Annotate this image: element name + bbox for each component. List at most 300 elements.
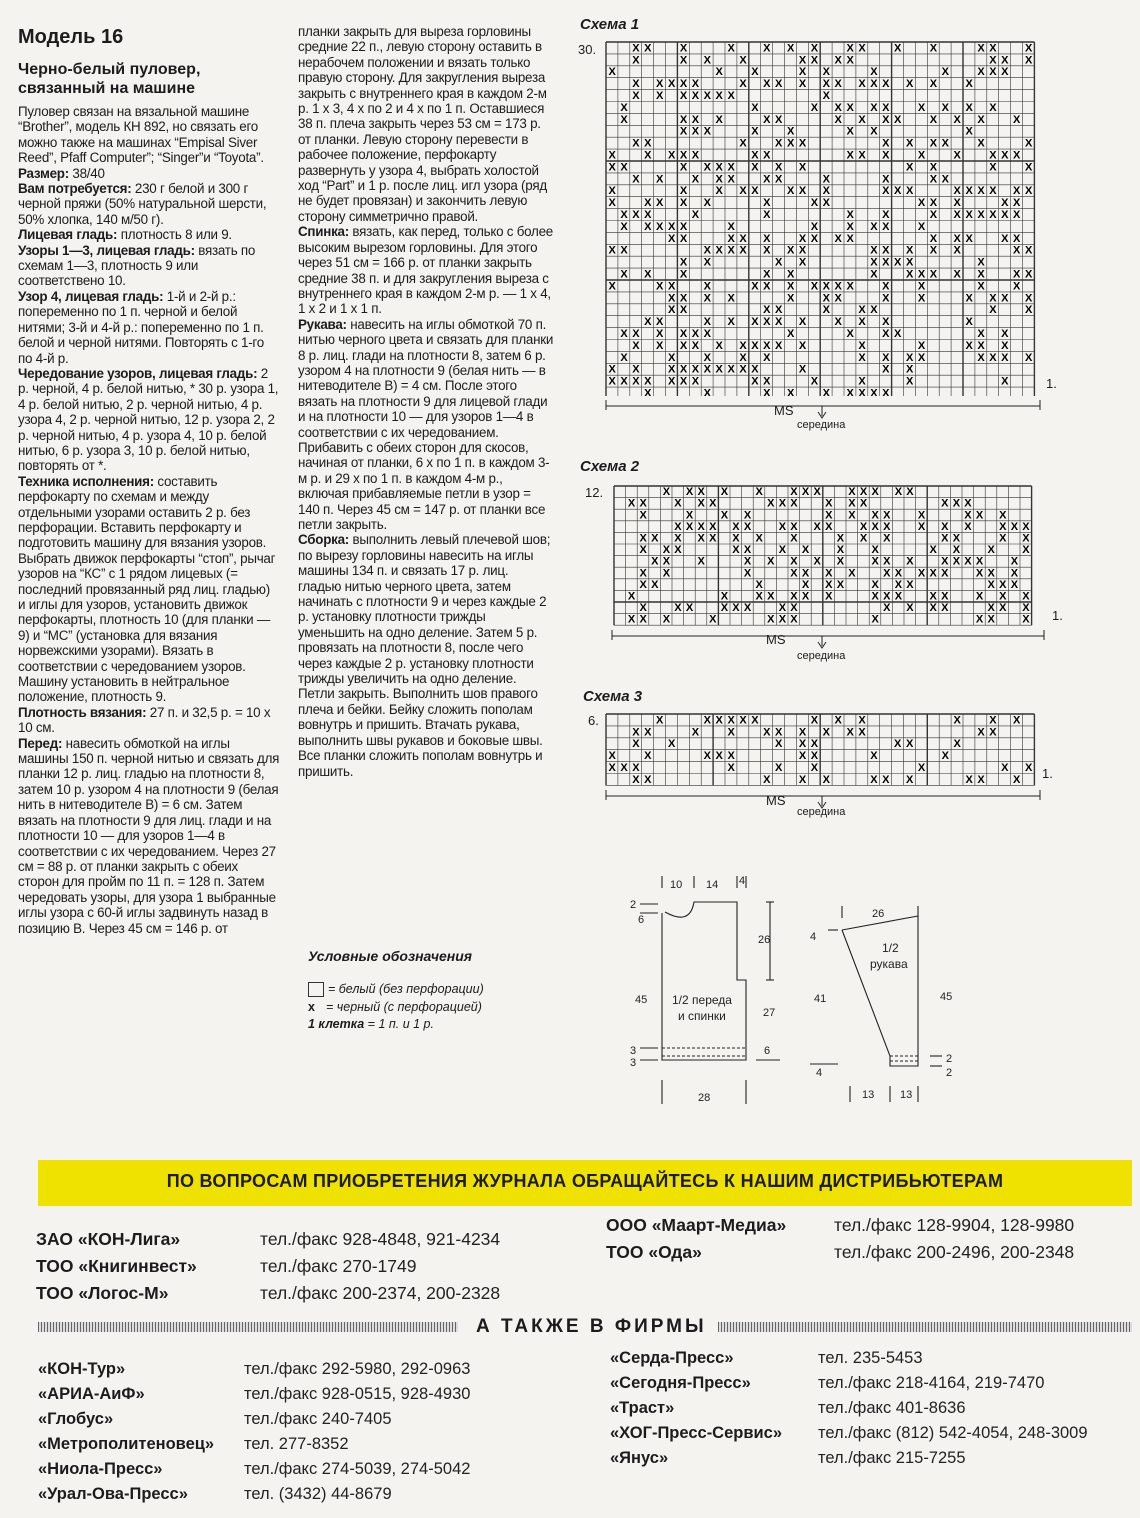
black-stitch-mark: X <box>882 220 890 233</box>
black-stitch-mark: X <box>715 113 723 126</box>
black-stitch-mark: X <box>977 773 985 786</box>
black-stitch-mark: X <box>798 185 807 198</box>
black-stitch-mark: X <box>727 173 735 186</box>
black-stitch-mark: X <box>709 532 717 545</box>
black-stitch-mark: X <box>732 520 740 533</box>
black-stitch-mark: X <box>870 125 878 138</box>
black-stitch-mark: X <box>975 590 984 603</box>
distributors-left <box>36 1226 500 1307</box>
black-stitch-mark: X <box>703 292 711 305</box>
black-stitch-mark: X <box>953 232 961 245</box>
black-stitch-mark: X <box>763 773 771 786</box>
black-stitch-mark: X <box>790 590 798 603</box>
black-stitch-mark: X <box>1013 209 1021 221</box>
black-stitch-mark: X <box>929 244 938 257</box>
black-stitch-mark: X <box>813 486 821 499</box>
black-stitch-mark: X <box>977 185 985 198</box>
black-stitch-mark: X <box>822 773 830 786</box>
black-stitch-mark: X <box>905 256 914 269</box>
black-stitch-mark: X <box>836 578 845 591</box>
black-stitch-mark: X <box>846 42 854 55</box>
black-stitch-mark: X <box>822 66 830 79</box>
black-stitch-mark: X <box>763 42 771 55</box>
black-stitch-mark: X <box>775 762 783 774</box>
black-stitch-mark: X <box>929 232 938 245</box>
black-stitch-mark: X <box>941 497 949 510</box>
black-stitch-mark: X <box>790 555 798 568</box>
black-stitch-mark: X <box>834 714 842 727</box>
black-stitch-mark: X <box>608 750 616 763</box>
firm-name: «Ниола-Пресс» <box>38 1460 163 1478</box>
black-stitch-mark: X <box>720 509 729 522</box>
black-stitch-mark: X <box>977 256 985 269</box>
black-stitch-mark: X <box>798 773 807 786</box>
black-stitch-mark: X <box>1024 268 1033 281</box>
black-stitch-mark: X <box>858 113 866 126</box>
black-stitch-mark: X <box>763 316 771 329</box>
black-stitch-mark: X <box>651 578 659 591</box>
black-stitch-mark: X <box>822 90 830 102</box>
black-stitch-mark: X <box>763 351 771 364</box>
sleeve-dim-2a: 2 <box>946 1053 953 1065</box>
black-stitch-mark: X <box>882 387 890 396</box>
black-stitch-mark: X <box>679 268 688 281</box>
col1-paragraph: Узоры 1—3, лицевая гладь: вязать по схемам 1—3, плотность 9 или соответствено 10. <box>18 242 256 289</box>
distributors-banner <box>38 1160 1132 1206</box>
black-stitch-mark: X <box>667 149 676 162</box>
scheme-2-label: Схема 2 <box>580 458 640 475</box>
black-stitch-mark: X <box>859 497 868 510</box>
black-stitch-mark: X <box>778 497 787 510</box>
sleeve-dim-13a: 13 <box>862 1089 875 1101</box>
black-stitch-mark: X <box>644 750 652 763</box>
firms-left <box>38 1357 470 1507</box>
black-stitch-mark: X <box>894 590 903 603</box>
sleeve-dim-41: 41 <box>814 993 827 1005</box>
black-stitch-mark: X <box>786 42 795 55</box>
black-stitch-mark: X <box>679 149 688 162</box>
black-stitch-mark: X <box>703 750 711 763</box>
black-stitch-mark: X <box>697 497 705 510</box>
black-stitch-mark: X <box>775 137 783 150</box>
black-stitch-mark: X <box>667 351 676 364</box>
column-1-paragraphs <box>18 104 280 936</box>
black-stitch-mark: X <box>1024 185 1033 198</box>
black-stitch-mark: X <box>825 578 833 591</box>
black-stitch-mark: X <box>739 137 747 150</box>
black-stitch-mark: X <box>917 292 926 305</box>
black-stitch-mark: X <box>639 544 647 557</box>
black-stitch-mark: X <box>1013 185 1021 198</box>
black-stitch-mark: X <box>679 339 688 352</box>
black-stitch-mark: X <box>1013 280 1021 293</box>
black-stitch-mark: X <box>989 726 997 739</box>
black-stitch-mark: X <box>801 486 810 499</box>
dim-6: 6 <box>638 914 645 926</box>
black-stitch-mark: X <box>810 762 819 774</box>
black-stitch-mark: X <box>882 78 890 91</box>
distributor-name: ООО «Маарт-Медиа» <box>606 1215 787 1235</box>
black-stitch-mark: X <box>798 161 807 174</box>
black-stitch-mark: X <box>662 486 671 499</box>
black-stitch-mark: X <box>775 256 783 269</box>
sleeve-dim-4: 4 <box>810 931 817 943</box>
black-stitch-mark: X <box>608 149 616 162</box>
black-stitch-mark: X <box>987 613 995 626</box>
black-stitch-mark: X <box>801 578 810 591</box>
black-stitch-mark: X <box>941 567 949 580</box>
black-stitch-mark: X <box>1022 602 1030 615</box>
black-stitch-mark: X <box>810 42 819 55</box>
distributor-phone: тел./факс 928-4848, 921-4234 <box>260 1229 501 1249</box>
black-stitch-mark: X <box>929 209 938 221</box>
scheme-3-top-row: 6. <box>588 713 599 728</box>
dim-neck: 10 <box>670 879 683 891</box>
black-stitch-mark: X <box>767 497 775 510</box>
black-stitch-mark: X <box>715 185 723 198</box>
hatch-left <box>38 1322 458 1332</box>
black-stitch-mark: X <box>1001 351 1009 364</box>
black-stitch-mark: X <box>739 339 747 352</box>
black-stitch-mark: X <box>810 750 819 763</box>
black-stitch-mark: X <box>1010 555 1019 568</box>
black-stitch-mark: X <box>703 90 711 102</box>
black-stitch-mark: X <box>778 544 787 557</box>
black-stitch-mark: X <box>751 363 759 376</box>
black-stitch-mark: X <box>703 256 711 269</box>
legend <box>308 948 538 1034</box>
black-stitch-mark: X <box>975 555 984 568</box>
black-stitch-mark: X <box>632 137 640 150</box>
scheme-2-ms-line <box>608 626 1053 650</box>
black-stitch-mark: X <box>1024 292 1033 305</box>
black-stitch-mark: X <box>743 509 752 522</box>
black-stitch-mark: X <box>965 125 973 138</box>
black-stitch-mark: X <box>822 304 830 317</box>
black-stitch-mark: X <box>620 220 628 233</box>
black-stitch-mark: X <box>965 209 973 221</box>
distributor-row <box>36 1253 500 1280</box>
black-stitch-mark: X <box>822 280 830 293</box>
black-stitch-mark: X <box>639 567 647 580</box>
black-stitch-mark: X <box>894 328 902 340</box>
black-stitch-mark: X <box>965 101 973 114</box>
black-stitch-mark: X <box>798 244 807 257</box>
black-stitch-mark: X <box>965 339 973 352</box>
also-bar <box>38 1318 1132 1338</box>
black-stitch-mark: X <box>917 351 926 364</box>
black-stitch-mark: X <box>989 161 997 174</box>
col1-paragraph: Лицевая гладь: плотность 8 или 9. <box>18 227 232 243</box>
black-stitch-mark: X <box>755 578 763 591</box>
black-stitch-mark: X <box>1001 232 1009 245</box>
black-stitch-mark: X <box>727 244 735 257</box>
distributor-row <box>36 1280 500 1307</box>
black-stitch-mark: X <box>691 328 700 340</box>
black-stitch-mark: X <box>882 101 890 114</box>
firm-row <box>38 1432 470 1457</box>
black-stitch-mark: X <box>679 232 688 245</box>
black-stitch-mark: X <box>870 268 878 281</box>
dim-4: 4 <box>739 875 746 887</box>
black-stitch-mark: X <box>871 613 879 626</box>
black-stitch-mark: X <box>751 161 759 174</box>
black-stitch-mark: X <box>917 101 926 114</box>
black-stitch-mark: X <box>620 351 628 364</box>
black-stitch-mark: X <box>763 173 771 186</box>
black-stitch-mark: X <box>977 351 985 364</box>
black-stitch-mark: X <box>763 339 771 352</box>
col1-paragraph: Чередование узоров, лицевая гладь: 2 р. черной, 4 р. белой нитью, * 30 р. узора 1, 4 р. белой нитью, 2 р. черной нитью, 4 р. узора 4, 2 р. черной нитью, 12 р. узора 2, 2 р. черной нитью, 4 р. узора 4, 10 р. белой нитью, 6 р. узора 3, 10 р. белой нитью, повторять от *. <box>18 365 279 474</box>
black-stitch-mark: X <box>715 714 723 727</box>
col2-paragraph: Спинка: вязать, как перед, только с более высоким вырезом горловины. Для этого через 51 см = 166 р. от планки закрыть средние 38 п. и для закругления выреза с внутреннего края в каждом 2-м р. — 1 х 4, 1 х 2 и 1 х 1 п. <box>298 224 553 317</box>
black-stitch-mark: X <box>917 567 926 580</box>
black-stitch-mark: X <box>858 726 866 739</box>
black-stitch-mark: X <box>656 316 664 329</box>
black-stitch-mark: X <box>644 387 652 396</box>
black-stitch-mark: X <box>834 292 842 305</box>
black-stitch-mark: X <box>882 280 890 293</box>
black-stitch-mark: X <box>929 544 937 557</box>
black-stitch-mark: X <box>632 762 640 774</box>
black-stitch-mark: X <box>790 497 798 510</box>
black-stitch-mark: X <box>989 42 997 55</box>
black-stitch-mark: X <box>644 316 652 329</box>
black-stitch-mark: X <box>790 520 798 533</box>
black-stitch-mark: X <box>715 750 723 763</box>
firm-phone: тел./факс (812) 542-4054, 248-3009 <box>818 1424 1088 1442</box>
black-stitch-mark: X <box>834 78 842 91</box>
black-stitch-mark: X <box>846 328 854 340</box>
black-stitch-mark: X <box>775 339 783 352</box>
black-stitch-mark: X <box>929 137 938 150</box>
black-stitch-mark: X <box>739 351 747 364</box>
firm-name: «Глобус» <box>38 1410 114 1428</box>
black-stitch-mark: X <box>989 714 997 727</box>
black-stitch-mark: X <box>727 750 735 763</box>
black-stitch-mark: X <box>786 268 795 281</box>
black-stitch-mark: X <box>975 613 984 626</box>
black-stitch-mark: X <box>882 209 890 221</box>
dim-27: 27 <box>763 1007 776 1019</box>
black-stitch-mark: X <box>1024 244 1033 257</box>
black-stitch-mark: X <box>883 590 891 603</box>
black-stitch-mark: X <box>786 387 795 396</box>
black-stitch-mark: X <box>858 351 866 364</box>
black-stitch-mark: X <box>608 375 616 388</box>
distributor-row <box>36 1226 500 1253</box>
black-stitch-mark: X <box>691 125 700 138</box>
firm-row <box>38 1407 470 1432</box>
dim-6b: 6 <box>764 1045 771 1057</box>
black-stitch-mark: X <box>1024 161 1033 174</box>
black-stitch-mark: X <box>1013 244 1021 257</box>
black-stitch-mark: X <box>786 244 795 257</box>
scheme-3-bottom-row: 1. <box>1042 766 1053 781</box>
black-stitch-mark: X <box>674 497 682 510</box>
black-stitch-mark: X <box>775 316 783 329</box>
black-stitch-mark: X <box>964 555 972 568</box>
black-stitch-mark: X <box>894 578 903 591</box>
black-stitch-mark: X <box>763 244 771 257</box>
firm-name: «Траст» <box>610 1399 675 1417</box>
black-stitch-mark: X <box>1001 328 1009 340</box>
black-stitch-mark: X <box>679 125 688 138</box>
black-stitch-mark: X <box>790 567 798 580</box>
black-stitch-mark: X <box>790 602 798 615</box>
black-stitch-mark: X <box>639 578 647 591</box>
black-stitch-mark: X <box>859 520 868 533</box>
black-stitch-mark: X <box>894 567 903 580</box>
black-stitch-mark: X <box>1013 232 1021 245</box>
black-stitch-mark: X <box>703 714 711 727</box>
black-stitch-mark: X <box>697 520 705 533</box>
black-stitch-mark: X <box>871 590 879 603</box>
black-stitch-mark: X <box>999 532 1007 545</box>
black-stitch-mark: X <box>917 149 926 162</box>
black-stitch-mark: X <box>627 590 636 603</box>
black-stitch-mark: X <box>883 602 891 615</box>
black-stitch-mark: X <box>644 220 652 233</box>
black-stitch-mark: X <box>775 161 783 174</box>
black-stitch-mark: X <box>917 339 926 352</box>
black-stitch-mark: X <box>989 149 997 162</box>
black-stitch-mark: X <box>786 292 795 305</box>
scheme-2-middle: середина <box>797 650 846 662</box>
black-stitch-mark: X <box>620 161 628 174</box>
black-stitch-mark: X <box>929 268 938 281</box>
black-stitch-mark: X <box>917 520 926 533</box>
black-stitch-mark: X <box>1013 714 1021 727</box>
black-stitch-mark: X <box>1022 544 1030 557</box>
black-stitch-mark: X <box>790 613 798 626</box>
black-stitch-mark: X <box>882 316 890 329</box>
black-stitch-mark: X <box>778 613 787 626</box>
legend-black: x = черный (с перфорацией) <box>308 1000 482 1015</box>
scheme-2-top-row: 12. <box>585 485 604 500</box>
black-stitch-mark: X <box>743 567 752 580</box>
black-stitch-mark: X <box>727 316 735 329</box>
black-stitch-mark: X <box>810 220 819 233</box>
black-stitch-mark: X <box>608 185 616 198</box>
black-stitch-mark: X <box>632 78 640 91</box>
scheme-1-ms-line <box>600 396 1045 420</box>
col1-paragraph: Перед: навесить обмоткой на иглы машины 150 п. черной нитью и связать для планки 12 р. лиц. гладью на плотности 8, затем 10 р. узором 4 на плотности 9 (белая нить в нитеводителе В) = 6 см. Затем вязать на плотности 9 для лиц. глади и на плотности 10 — для узоров 1—4 в соответствии с их чередованием. Через 27 см = 88 р. от планки закрыть с обеих сторон для пройм по 11 п. = 128 п. Затем чередовать узоры, для узора 1 выбранные иглы узора с 60-й иглы задвинуть назад в позицию В. Через 45 см = 146 р. от <box>18 735 280 936</box>
black-stitch-mark: X <box>715 339 723 352</box>
black-stitch-mark: X <box>691 78 700 91</box>
black-stitch-mark: X <box>703 328 711 340</box>
black-stitch-mark: X <box>870 304 878 317</box>
black-stitch-mark: X <box>656 173 664 186</box>
black-stitch-mark: X <box>810 197 819 210</box>
black-stitch-mark: X <box>941 520 949 533</box>
black-stitch-mark: X <box>679 54 688 67</box>
black-stitch-mark: X <box>989 351 997 364</box>
black-stitch-mark: X <box>905 161 914 174</box>
black-stitch-mark: X <box>679 78 688 91</box>
black-stitch-mark: X <box>871 520 879 533</box>
black-stitch-mark: X <box>798 66 807 79</box>
black-stitch-mark: X <box>739 78 747 91</box>
col1-paragraph: Пуловер связан на вязальной машине “Brother”, модель КН 892, но связать его можно также на машинах “Empisal Siver Reed”, Pfaff Computer”; “Singer”и “Toyota”. <box>18 104 264 166</box>
black-stitch-mark: X <box>941 602 949 615</box>
black-stitch-mark: X <box>620 244 628 257</box>
black-stitch-mark: X <box>798 137 807 150</box>
black-stitch-mark: X <box>989 101 997 114</box>
black-stitch-mark: X <box>703 280 711 293</box>
white-cell-icon <box>308 982 324 997</box>
black-stitch-mark: X <box>790 532 798 545</box>
black-stitch-mark: X <box>1013 149 1021 162</box>
black-stitch-mark: X <box>727 726 735 739</box>
black-stitch-mark: X <box>751 66 759 79</box>
black-stitch-mark: X <box>810 232 819 245</box>
black-stitch-mark: X <box>977 209 985 221</box>
black-stitch-mark: X <box>953 244 961 257</box>
black-stitch-mark: X <box>627 613 636 626</box>
dim-45: 45 <box>635 994 648 1006</box>
black-stitch-mark: X <box>965 78 973 91</box>
black-stitch-mark: X <box>905 268 914 281</box>
black-stitch-mark: X <box>848 486 856 499</box>
black-stitch-mark: X <box>870 256 878 269</box>
black-stitch-mark: X <box>894 486 903 499</box>
black-stitch-mark: X <box>763 149 771 162</box>
black-stitch-mark: X <box>870 101 878 114</box>
black-stitch-mark: X <box>632 363 640 376</box>
black-stitch-mark: X <box>727 292 735 305</box>
black-stitch-mark: X <box>834 113 842 126</box>
black-stitch-mark: X <box>691 726 700 739</box>
black-stitch-mark: X <box>917 280 926 293</box>
black-stitch-mark: X <box>691 90 700 102</box>
front-label-2: и спинки <box>678 1009 726 1023</box>
sleeve-dim-13b: 13 <box>900 1089 913 1101</box>
black-stitch-mark: X <box>727 232 735 245</box>
firm-phone: тел./факс 401-8636 <box>818 1399 966 1417</box>
black-stitch-mark: X <box>834 54 842 67</box>
black-stitch-mark: X <box>1010 567 1019 580</box>
black-stitch-mark: X <box>905 137 914 150</box>
black-stitch-mark: X <box>608 762 616 774</box>
black-stitch-mark: X <box>871 544 879 557</box>
black-stitch-mark: X <box>627 497 636 510</box>
black-stitch-mark: X <box>987 578 995 591</box>
black-stitch-mark: X <box>751 280 759 293</box>
black-stitch-mark: X <box>620 328 628 340</box>
black-stitch-mark: X <box>953 738 961 751</box>
black-stitch-mark: X <box>798 78 807 91</box>
black-stitch-mark: X <box>836 544 845 557</box>
black-stitch-mark: X <box>905 363 914 376</box>
black-stitch-mark: X <box>639 509 647 522</box>
black-stitch-mark: X <box>632 90 640 102</box>
firms-right <box>610 1346 1088 1471</box>
black-stitch-mark: X <box>656 714 664 727</box>
black-stitch-mark: X <box>894 185 902 198</box>
black-stitch-mark: X <box>651 555 659 568</box>
black-stitch-mark: X <box>732 532 740 545</box>
black-stitch-mark: X <box>870 387 878 396</box>
sleeve-dim-2b: 2 <box>946 1067 953 1079</box>
legend-white: = белый (без перфорации) <box>308 982 538 997</box>
black-stitch-mark: X <box>1001 197 1009 210</box>
black-stitch-mark: X <box>977 66 985 79</box>
black-stitch-mark: X <box>801 544 810 557</box>
black-stitch-mark: X <box>798 316 807 329</box>
black-stitch-mark: X <box>763 209 771 221</box>
black-stitch-mark: X <box>1001 292 1009 305</box>
